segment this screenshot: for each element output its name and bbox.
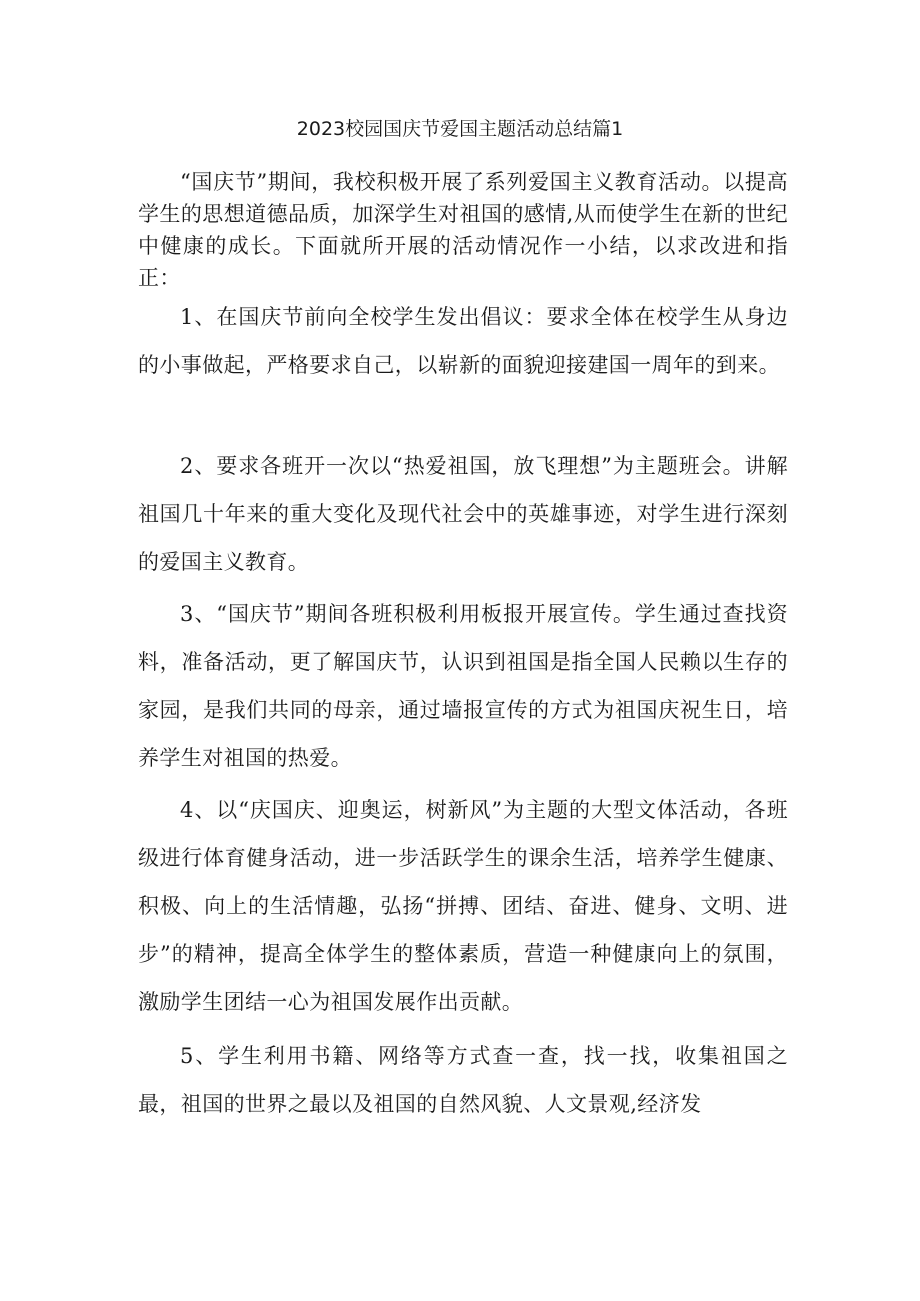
list-item-5: 5、学生利用书籍、网络等方式查一查，找一找，收集祖国之最，祖国的世界之最以及祖国的自然风貌、人文景观,经济发: [138, 1044, 788, 1116]
list-item-4: 4、以“庆国庆、迎奥运，树新风”为主题的大型文体活动，各班级进行体育健身活动，进一步活跃学生的课余生活，培养学生健康、积极、向上的生活情趣，弘扬“拼搏、团结、奋进、健身、文明、进步”的精神，提高全体学生的整体素质，营造一种健康向上的氛围，激励学生团结一心为祖国发展作出贡献。: [138, 798, 788, 1014]
list-item-2: 2、要求各班开一次以“热爱祖国，放飞理想”为主题班会。讲解祖国几十年来的重大变化及现代社会中的英雄事迹，对学生进行深刻的爱国主义教育。: [138, 454, 788, 574]
list-item-3: 3、“国庆节”期间各班积极利用板报开展宣传。学生通过查找资料，准备活动，更了解国庆节，认识到祖国是指全国人民赖以生存的家园，是我们共同的母亲，通过墙报宣传的方式为祖国庆祝生日，培养学生对祖国的热爱。: [138, 602, 788, 770]
intro-paragraph: “国庆节”期间，我校积极开展了系列爱国主义教育活动。以提高学生的思想道德品质，加深学生对祖国的感情,从而使学生在新的世纪中健康的成长。下面就所开展的活动情况作一小结，以求改进和指正：: [138, 170, 788, 290]
list-item-1: 1、在国庆节前向全校学生发出倡议：要求全体在校学生从身边的小事做起，严格要求自己，以崭新的面貌迎接建国一周年的到来。: [138, 305, 788, 377]
document-title: 2023校园国庆节爱国主题活动总结篇1: [296, 118, 624, 140]
